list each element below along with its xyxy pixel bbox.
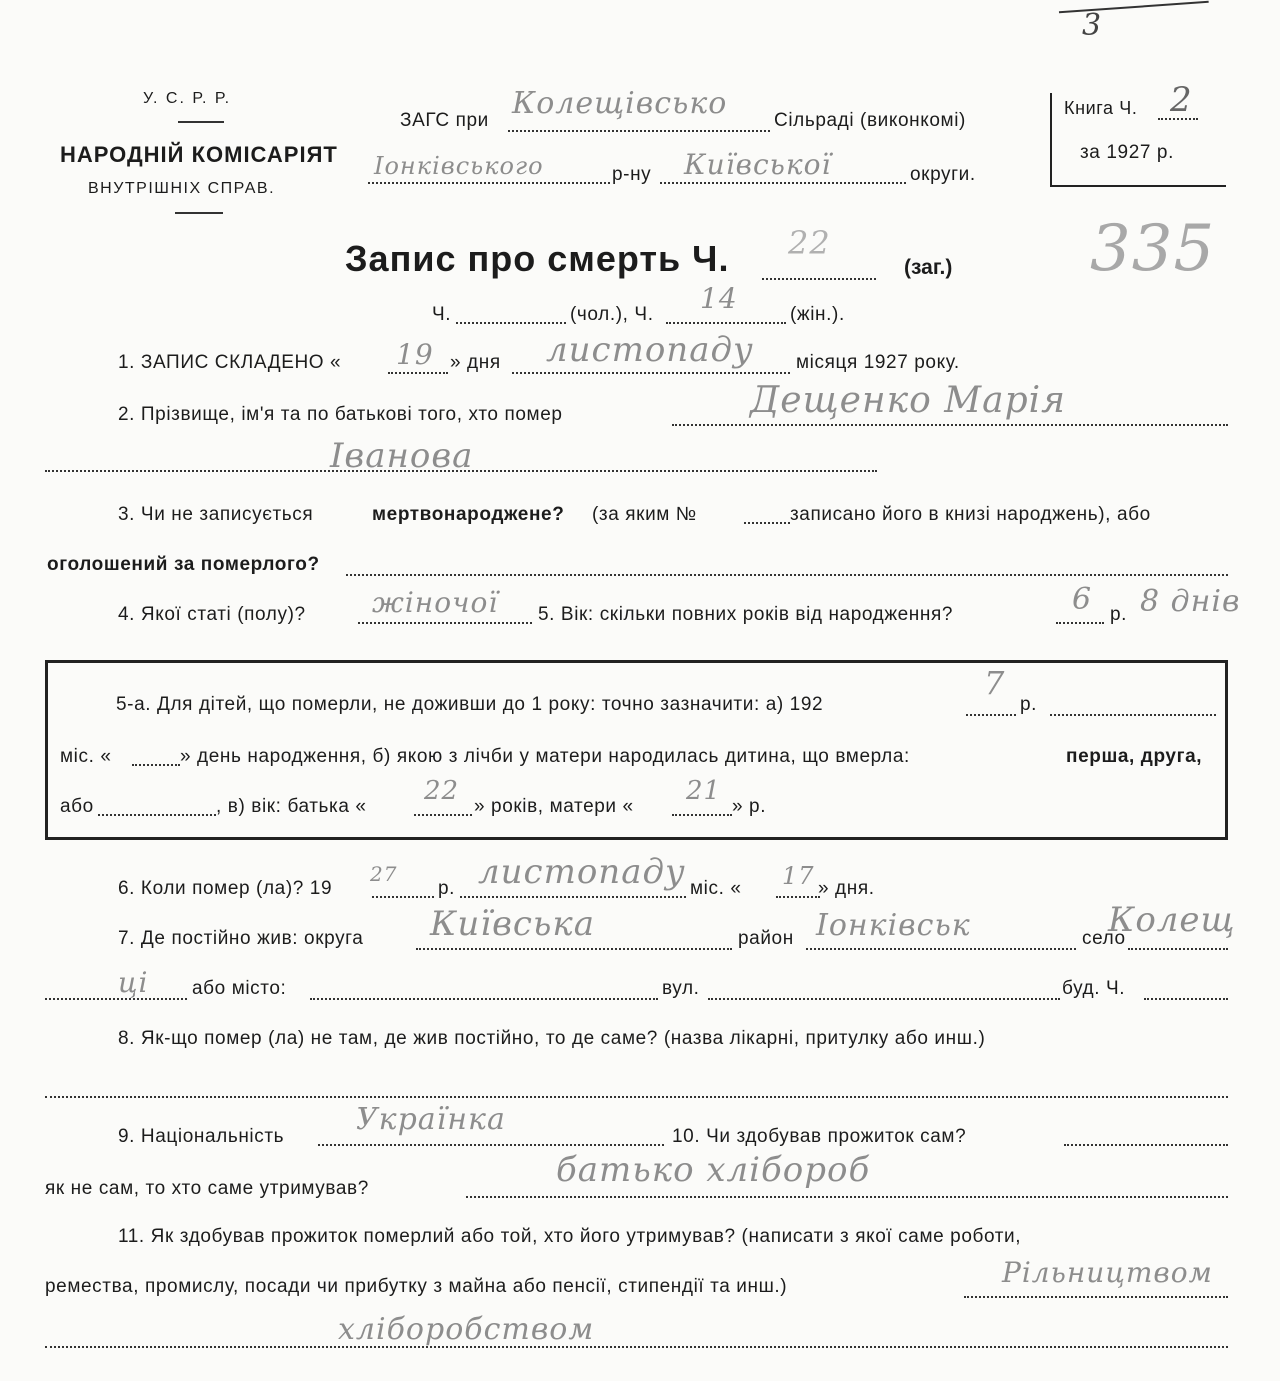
q6-label-c: міс. « [690,878,742,899]
title-number-line [762,278,876,280]
q5a-mother-label: » років, матери « [474,796,634,817]
q11-work2-handwritten: хліборобством [338,1312,595,1347]
header-republic: У. С. Р. Р. [143,90,232,107]
q8-answer-line [45,1096,1228,1098]
zags-council-handwritten: Колещівсько [512,86,728,121]
side-number-handwritten: 335 [1090,212,1216,286]
q7-label-e: вул. [662,978,700,999]
q6-year-line [372,896,434,898]
title-ch-male: Ч. [432,304,452,325]
okruha-label: округи. [910,164,976,185]
book-label: Книга Ч. [1064,98,1138,118]
q5a-father-label: , в) вік: батька « [216,796,367,817]
q5a-month-line [132,764,180,766]
q5a-father-line [414,814,472,816]
q4-label: 4. Якої статі (полу)? [118,604,306,625]
q10-supporter-label: як не сам, то хто саме утримував? [45,1178,369,1199]
q1-month-line [512,372,790,374]
q3-label-a: 3. Чи не записується [118,504,314,525]
q11-answer-line [964,1296,1228,1298]
q6-label-b: р. [438,878,456,899]
q5a-birth-order: перша, друга, [1066,746,1203,767]
header-rule-2 [175,212,223,214]
q7-label-d: або місто: [192,978,287,999]
q11-line2: ремества, промислу, посади чи прибутку з майна або пенсії, стипендії та инш.) [45,1276,788,1297]
q6-label-d: » дня. [818,878,875,899]
zags-council-line [508,130,770,132]
q5a-mother-line [672,814,732,816]
q5-age-handwritten: 6 [1072,582,1093,617]
q1-label-c: місяця 1927 року. [796,352,960,373]
q1-label-a: 1. ЗАПИС СКЛАДЕНО « [118,352,342,373]
q8-label: 8. Як-що помер (ла) не там, де жив постійно, то де саме? (назва лікарні, притулку або инш.) [118,1028,986,1049]
q6-month-line [460,896,686,898]
district-handwritten: Іонківського [374,152,544,180]
q5a-year-unit: р. [1020,694,1038,715]
q1-day-handwritten: 19 [396,338,434,371]
record-title: Запис про смерть Ч. [345,238,730,279]
q1-day-line [388,372,448,374]
q7-label-c: село [1082,928,1126,949]
q4-sex-handwritten: жіночої [372,586,499,619]
q2-name-handwritten: Дещенко Марія [750,380,1066,421]
q10-answer-line [1064,1144,1228,1146]
q5a-year-line [966,714,1016,716]
q1-month-handwritten: листопаду [546,330,754,370]
q3-number-line [744,522,790,524]
q6-day-handwritten: 17 [782,862,815,890]
okruha-handwritten: Київської [684,148,832,181]
q6-year-handwritten: 27 [370,862,398,886]
title-female: (жін.). [790,304,845,325]
district-label: р-ну [612,164,652,185]
q7-selo-handwritten: Колещ [1108,900,1236,940]
q2-label: 2. Прізвище, ім'я та по батькові того, хто помер [118,404,563,425]
q9-label: 9. Національність [118,1126,285,1147]
female-number-line [666,322,786,324]
q6-month-handwritten: листопаду [478,852,686,892]
q7-selo-line [1128,948,1228,950]
female-number-handwritten: 14 [700,282,738,315]
okruha-line [660,182,906,184]
q2-name2-handwritten: Іванова [330,436,474,476]
q3-label-c: записано його в книзі народжень), або [790,504,1151,525]
q11-answer-line-2 [45,1346,1228,1348]
q7-label-f: буд. Ч. [1062,978,1126,999]
q5a-after-year-line [1050,714,1216,716]
q7-selo2-handwritten: ці [118,966,149,999]
q5a-line1: 5-а. Для дітей, що померли, не доживши до 1 року: точно зазначити: а) 192 [116,694,824,715]
header-rule-1 [178,121,224,123]
q5-age-line [1056,622,1104,624]
q10-supporter-handwritten: батько хлібороб [556,1150,871,1190]
q5-days-handwritten: 8 днів [1140,584,1241,619]
q3-declared-line [346,574,1228,576]
q3-stillborn: мертвонароджене? [372,504,565,525]
q7-city-line [310,998,658,1000]
book-year: за 1927 р. [1080,142,1174,163]
q7-house-line [1144,998,1228,1000]
q7-selo-line-2 [45,998,187,1000]
q11-line1: 11. Як здобував прожиток померлий або той, хто його утримував? (написати з якої саме роботи, [118,1226,1022,1247]
title-male: (чол.), Ч. [570,304,654,325]
q5a-mother-handwritten: 21 [686,776,722,806]
q9-nationality-handwritten: Українка [356,1102,506,1137]
header-commissariat: НАРОДНІЙ КОМІСАРІЯТ [60,142,338,167]
q7-label-b: район [738,928,794,949]
q5a-father-handwritten: 22 [424,776,460,806]
title-total: (заг.) [904,256,953,279]
q10-supporter-line [466,1196,1228,1198]
header-department: ВНУТРІШНІХ СПРАВ. [88,180,276,197]
q3-label-b: (за яким № [592,504,697,525]
q7-label-a: 7. Де постійно жив: округа [118,928,364,949]
q7-okruha-handwritten: Київська [430,904,596,944]
q10-label: 10. Чи здобував прожиток сам? [672,1126,967,1147]
q5-years-unit: р. [1110,604,1128,625]
q5a-or-label: або [60,796,94,817]
q11-work-handwritten: Рільництвом [1002,1256,1213,1289]
male-number-line [456,322,566,324]
q9-nationality-line [318,1144,664,1146]
q7-raion-handwritten: Іонківськ [816,908,971,943]
book-number-handwritten: 2 [1170,80,1193,120]
q5a-mother-unit: » р. [732,796,767,817]
q7-okruha-line [416,948,732,950]
zags-suffix: Сільраді (виконкомі) [774,110,966,131]
q3-declared-dead: оголошений за померлого? [47,554,320,575]
q2-name-line [672,424,1228,426]
q6-label-a: 6. Коли помер (ла)? 19 [118,878,333,899]
q7-raion-line [806,948,1076,950]
q5a-line2: » день народження, б) якою з лічби у матери народилась дитина, що вмерла: [180,746,910,767]
q5a-month-label: міс. « [60,746,112,767]
q5a-or-line [98,814,216,816]
q1-label-b: » дня [450,352,501,373]
zags-prefix: ЗАГС при [400,110,489,131]
q5a-year-handwritten: 7 [984,664,1006,702]
q6-day-line [776,896,820,898]
q7-street-line [708,998,1060,1000]
q5-label: 5. Вік: скільки повних років від народження? [538,604,954,625]
title-number-handwritten: 22 [788,224,831,262]
district-line [368,182,610,184]
q4-sex-line [358,622,532,624]
corner-mark: 3 [1082,8,1103,43]
